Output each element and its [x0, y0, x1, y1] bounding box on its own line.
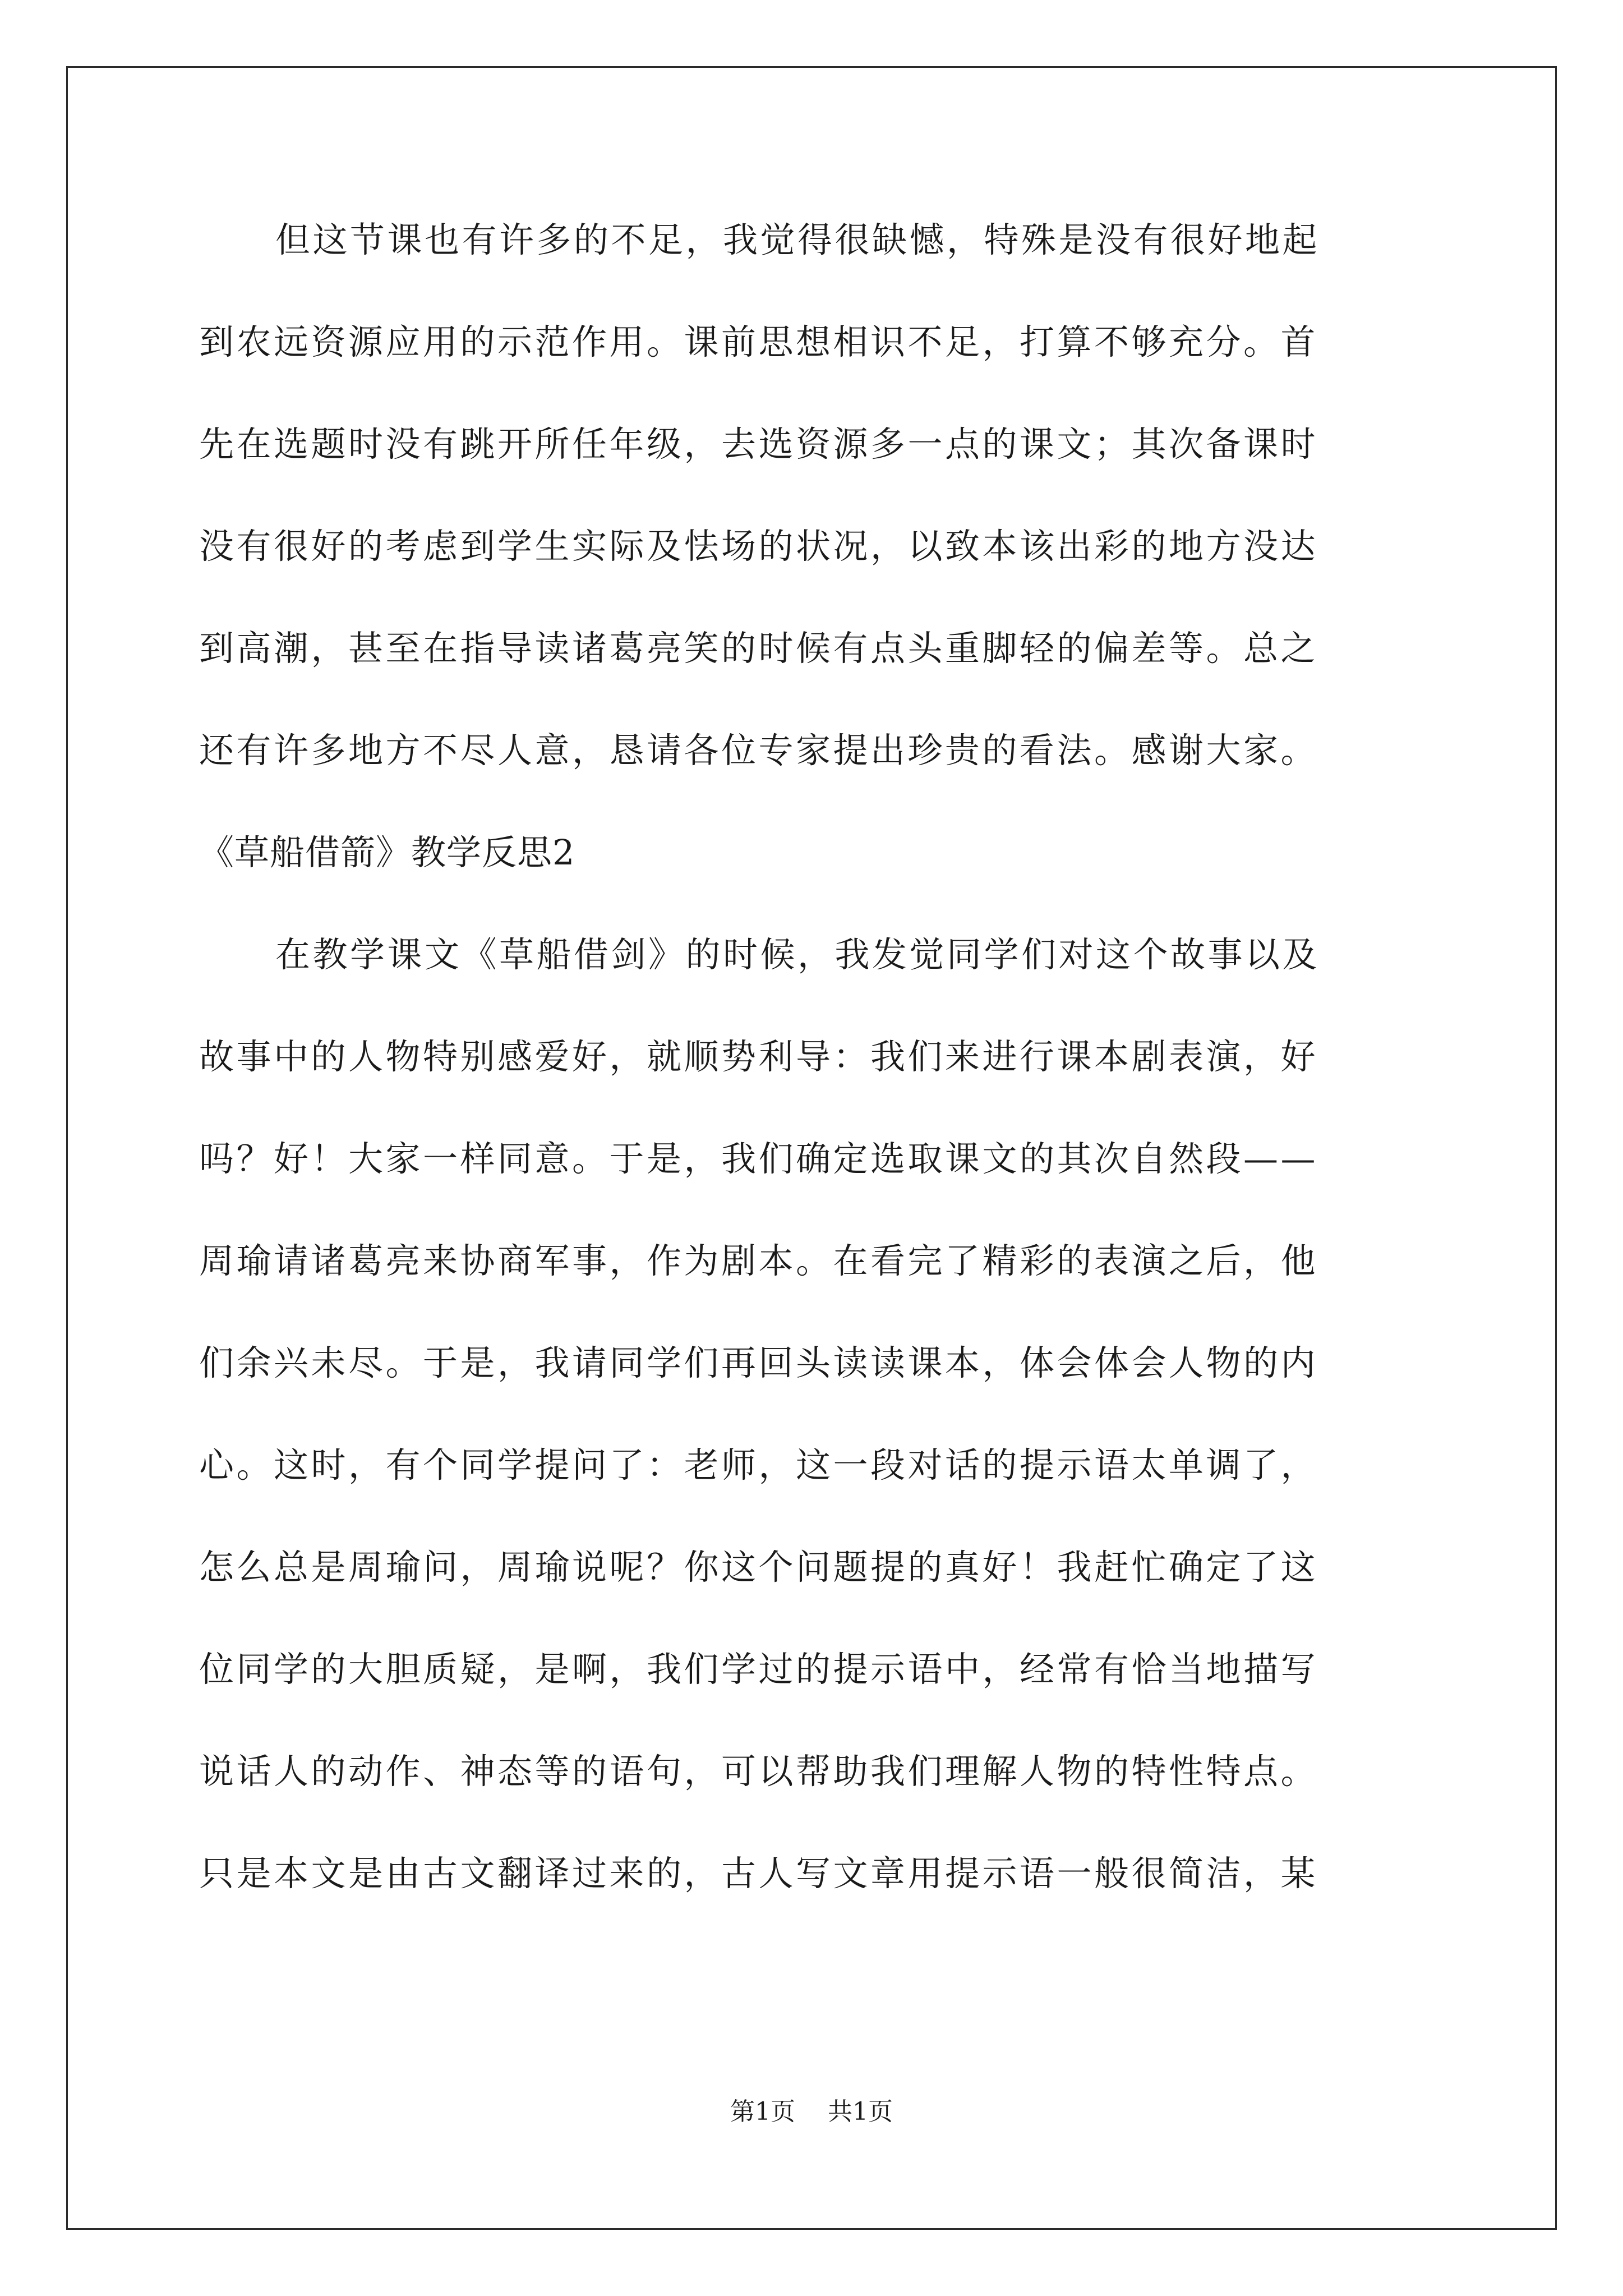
text-line: 还有许多地方不尽人意，恳请各位专家提出珍贵的看法。感谢大家。	[199, 730, 1318, 771]
text-line: 周瑜请诸葛亮来协商军事，作为剧本。在看完了精彩的表演之后，他	[199, 1240, 1318, 1281]
text-line: 没有很好的考虑到学生实际及怯场的状况，以致本该出彩的地方没达	[199, 526, 1318, 567]
page-footer	[0, 2095, 1623, 2129]
page-total: 共1页	[828, 2097, 893, 2126]
text-line: 心。这时，有个同学提问了：老师，这一段对话的提示语太单调了，	[199, 1444, 1318, 1485]
text-line: 位同学的大胆质疑，是啊，我们学过的提示语中，经常有恰当地描写	[199, 1649, 1318, 1690]
text-line: 到农远资源应用的示范作用。课前思想相识不足，打算不够充分。首	[199, 321, 1318, 362]
text-line: 但这节课也有许多的不足，我觉得很缺憾，特殊是没有很好地起	[275, 219, 1320, 260]
text-line: 在教学课文《草船借剑》的时候，我发觉同学们对这个故事以及	[275, 934, 1320, 975]
text-line: 说话人的动作、神态等的语句，可以帮助我们理解人物的特性特点。	[199, 1751, 1318, 1792]
section-heading: 《草船借箭》教学反思2	[199, 832, 575, 873]
text-line: 先在选题时没有跳开所任年级，去选资源多一点的课文；其次备课时	[199, 424, 1318, 464]
text-line: 吗？好！大家一样同意。于是，我们确定选取课文的其次自然段——	[199, 1138, 1318, 1179]
document-body	[199, 212, 1424, 1948]
text-line: 到高潮，甚至在指导读诸葛亮笑的时候有点头重脚轻的偏差等。总之	[199, 628, 1318, 669]
page-number: 第1页	[730, 2097, 795, 2126]
text-line: 们余兴未尽。于是，我请同学们再回头读读课本，体会体会人物的内	[199, 1342, 1318, 1383]
text-line: 怎么总是周瑜问，周瑜说呢？你这个问题提的真好！我赶忙确定了这	[199, 1547, 1318, 1588]
text-line: 只是本文是由古文翻译过来的，古人写文章用提示语一般很简洁，某	[199, 1853, 1318, 1894]
text-line: 故事中的人物特别感爱好，就顺势利导：我们来进行课本剧表演，好	[199, 1036, 1318, 1077]
